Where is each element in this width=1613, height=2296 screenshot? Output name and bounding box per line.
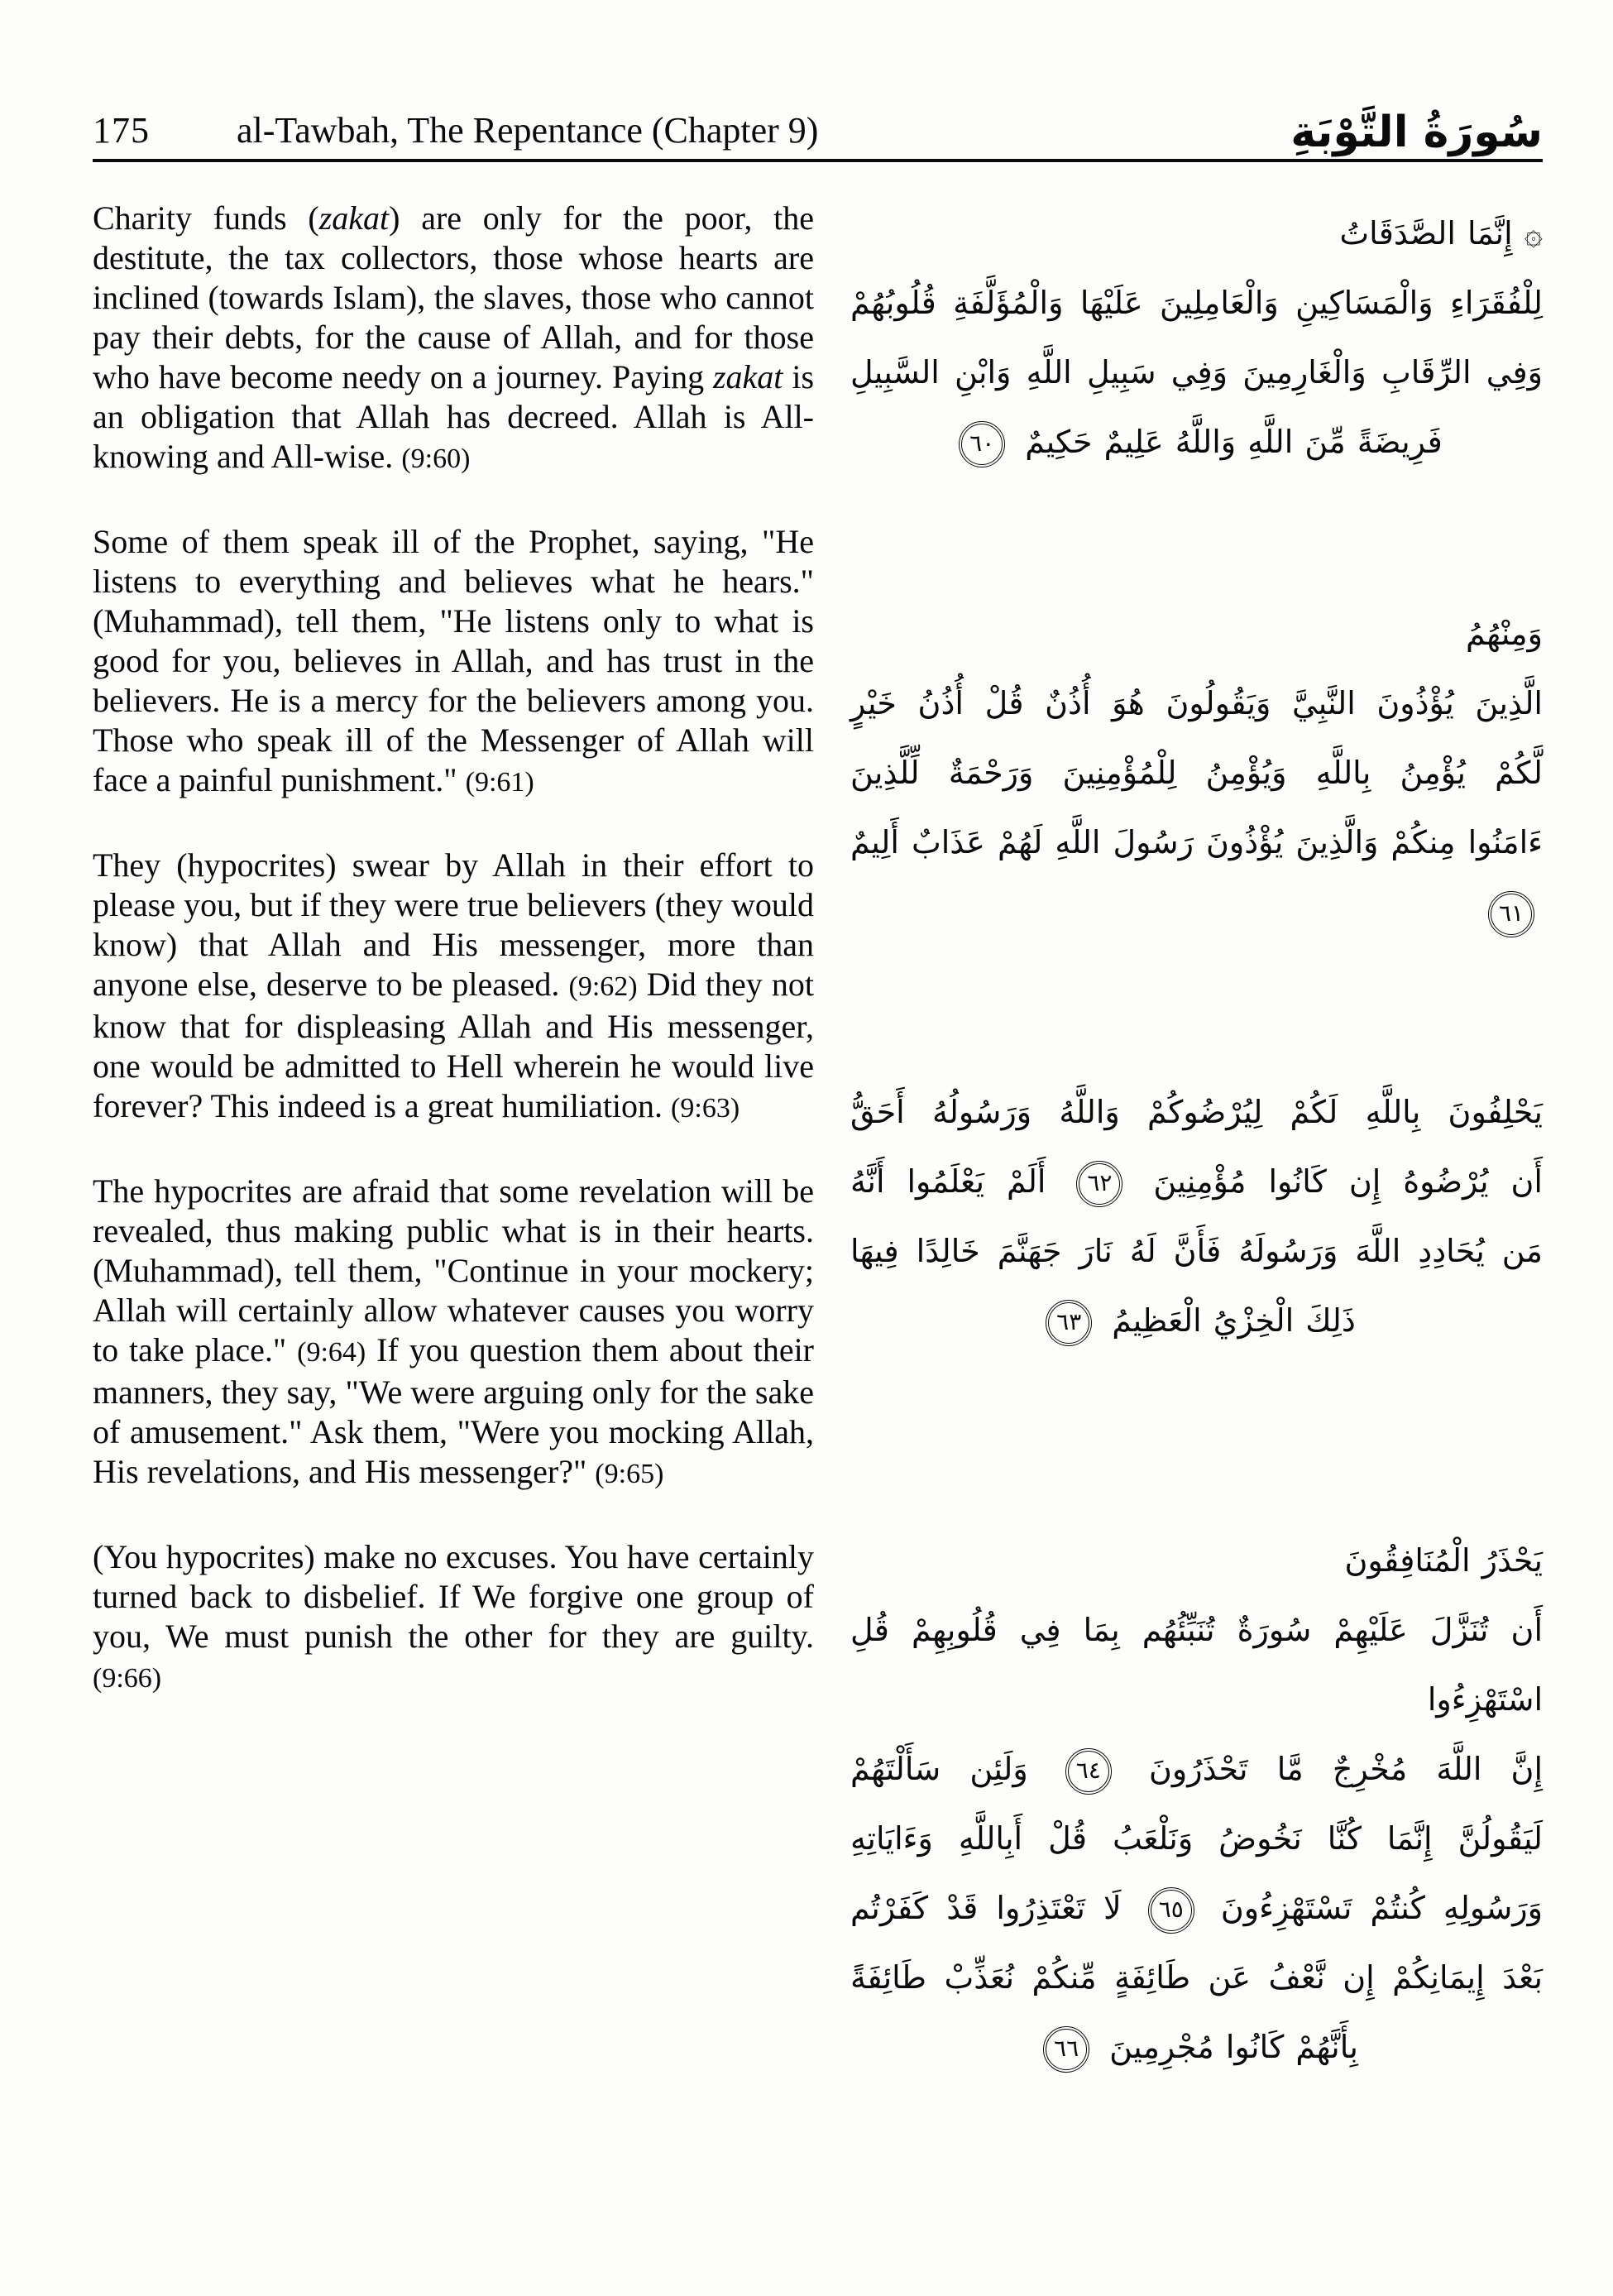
arabic-line: الَّذِينَ يُؤْذُونَ النَّبِيَّ وَيَقُولُونَ هُوَ أُذُنٌ قُلْ أُذُنُ خَيْرٍ xyxy=(850,685,1543,721)
arabic-line: يَحْذَرُ الْمُنَافِقُونَ xyxy=(1344,1542,1543,1579)
verse-reference: (9:60) xyxy=(401,443,471,474)
page-body xyxy=(93,162,1543,2082)
english-paragraph-1: Charity funds (zakat) are only for the poor, the destitute, the tax collectors, those whose hearts are inclined (towards Islam), the slaves, those who cannot pay their debts, for the cause of Allah, and for those who have become needy on a journey. Paying zakat is an obligation that Allah has decreed. Allah is All-knowing and All-wise. (9:60) xyxy=(93,199,815,475)
verse-number-medallion: ٦٢ xyxy=(1076,1161,1122,1207)
verse-reference: (9:64) xyxy=(297,1337,366,1368)
verse-number-medallion: ٦٥ xyxy=(1148,1887,1194,1934)
arabic-line: أَن تُنَزَّلَ عَلَيْهِمْ سُورَةٌ تُنَبِّئُهُم بِمَا فِي قُلُوبِهِمْ قُلِ اسْتَهْزِءُوا xyxy=(850,1612,1543,1718)
arabic-line: ءَامَنُوا مِنكُمْ وَالَّذِينَ يُؤْذُونَ رَسُولَ اللَّهِ لَهُمْ عَذَابٌ أَلِيمٌ ٦١ xyxy=(850,808,1543,947)
arabic-line: فَرِيضَةً مِّنَ اللَّهِ وَاللَّهُ عَلِيمٌ حَكِيمٌ ٦٠ xyxy=(850,407,1543,477)
arabic-line: لَيَقُولُنَّ إِنَّمَا كُنَّا نَخُوضُ وَنَلْعَبُ قُلْ أَبِاللَّهِ وَءَايَاتِهِ xyxy=(850,1820,1543,1857)
arabic-line: إِنَّ اللَّهَ مُخْرِجٌ مَّا تَحْذَرُونَ ٦٤ وَلَئِن سَأَلْتَهُمْ xyxy=(850,1734,1543,1804)
arabic-line: أَن يُرْضُوهُ إِن كَانُوا مُؤْمِنِينَ ٦٢ أَلَمْ يَعْلَمُوا أَنَّهُ xyxy=(850,1147,1543,1216)
verse-number-medallion: ٦٦ xyxy=(1043,2026,1089,2073)
arabic-line: مَن يُحَادِدِ اللَّهَ وَرَسُولَهُ فَأَنَّ لَهُ نَارَ جَهَنَّمَ خَالِدًا فِيهَا xyxy=(850,1233,1543,1269)
arabic-line: ۞ إِنَّمَا الصَّدَقَاتُ xyxy=(1339,215,1543,252)
english-column xyxy=(93,199,814,2082)
verse-number-medallion: ٦٣ xyxy=(1046,1300,1092,1346)
english-paragraph-5: (You hypocrites) make no excuses. You have certainly turned back to disbelief. If We forgive one group of you, We must punish the other for they are guilty. (9:66) xyxy=(93,1538,814,1694)
arabic-line: بَعْدَ إِيمَانِكُمْ إِن نَّعْفُ عَن طَائِفَةٍ مِّنكُمْ نُعَذِّبْ طَائِفَةً xyxy=(850,1959,1543,1996)
arabic-verse-block-62-63 xyxy=(850,1077,1543,1355)
arabic-line: لَّكُمْ يُؤْمِنُ بِاللَّهِ وَيُؤْمِنُ لِلْمُؤْمِنِينَ وَرَحْمَةٌ لِّلَّذِينَ xyxy=(850,755,1543,791)
arabic-verse-block-64-66 xyxy=(850,1526,1543,2082)
surah-calligraphy: سُورَةُ التَّوْبَةِ xyxy=(1290,108,1543,157)
arabic-line: وَفِي الرِّقَابِ وَالْغَارِمِينَ وَفِي سَبِيلِ اللَّهِ وَابْنِ السَّبِيلِ xyxy=(850,354,1543,391)
arabic-line: وَرَسُولِهِ كُنتُمْ تَسْتَهْزِءُونَ ٦٥ لَا تَعْتَذِرُوا قَدْ كَفَرْتُم xyxy=(850,1873,1543,1943)
arabic-column xyxy=(850,199,1543,2082)
english-paragraph-2: Some of them speak ill of the Prophet, saying, "He listens to everything and believes what he hears." (Muhammad), tell them, "He listens only to what is good for you, believes in Allah, and has trust in the believers. He is a mercy for the believers among you. Those who speak ill of the Messenger of Allah will face a painful punishment." (9:61) xyxy=(93,523,814,798)
arabic-line: يَحْلِفُونَ بِاللَّهِ لَكُمْ لِيُرْضُوكُمْ وَاللَّهُ وَرَسُولُهُ أَحَقُّ xyxy=(850,1094,1543,1130)
chapter-title: al-Tawbah, The Repentance (Chapter 9) xyxy=(237,110,819,151)
verse-reference: (9:61) xyxy=(465,767,534,798)
arabic-verse-block-60 xyxy=(850,199,1543,477)
arabic-line: لِلْفُقَرَاءِ وَالْمَسَاكِينِ وَالْعَامِلِينَ عَلَيْهَا وَالْمُؤَلَّفَةِ قُلُوبُهُمْ xyxy=(850,285,1543,321)
english-paragraph-4: The hypocrites are afraid that some revelation will be revealed, thus making public what is in their hearts. (Muhammad), tell them, "Continue in your mockery; Allah will certainly allow whatever causes you worry to take place." (9:64) If you question them about their manners, they say, "We were arguing only for the sake of amusement." Ask them, "Were you mocking Allah, His revelations, and His messenger?" (9:65) xyxy=(93,1172,815,1490)
verse-number-medallion: ٦٤ xyxy=(1065,1748,1112,1795)
page-header xyxy=(93,106,1543,157)
verse-reference: (9:62) xyxy=(568,971,638,1002)
verse-number-medallion: ٦٠ xyxy=(959,421,1005,467)
arabic-line: ذَلِكَ الْخِزْيُ الْعَظِيمُ ٦٣ xyxy=(850,1286,1543,1355)
verse-reference: (9:66) xyxy=(93,1663,162,1694)
arabic-line: بِأَنَّهُمْ كَانُوا مُجْرِمِينَ ٦٦ xyxy=(850,2012,1543,2082)
arabic-verse-block-61 xyxy=(850,599,1543,947)
verse-number-medallion: ٦١ xyxy=(1488,891,1534,937)
page-number: 175 xyxy=(93,110,150,151)
arabic-line: وَمِنْهُمُ xyxy=(1466,616,1543,652)
english-paragraph-3: They (hypocrites) swear by Allah in their effort to please you, but if they were true believers (they would know) that Allah and His messenger, more than anyone else, deserve to be pleased. (9:62) Did they not know that for displeasing Allah and His messenger, one would be admitted to Hell wherein he would live forever? This indeed is a great humiliation. (9:63) xyxy=(93,846,814,1124)
verse-reference: (9:65) xyxy=(595,1459,664,1489)
verse-reference: (9:63) xyxy=(671,1093,740,1124)
